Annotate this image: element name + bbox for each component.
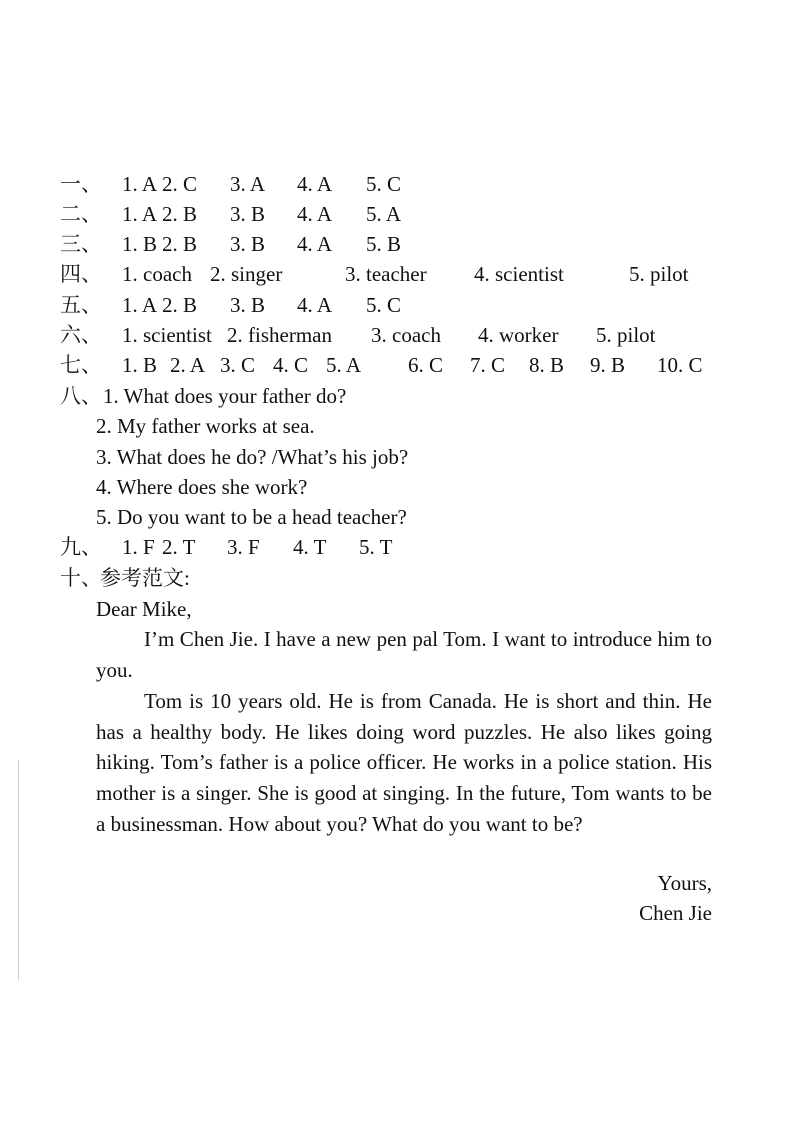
scan-edge-mark [18,760,19,980]
answer-item: 5. A [326,353,362,377]
answer-sentence: 3. What does he do? /What’s his job? [96,445,409,469]
section-number: 五、 [60,293,102,317]
section-number: 十、 [60,566,102,590]
answer-item: 1. scientist [122,323,212,347]
letter-paragraph-1: I’m Chen Jie. I have a new pen pal Tom. I want to introduce him to you. [96,627,712,682]
answer-item: 1. B [122,353,158,377]
answer-item: 3. coach [371,323,441,347]
answer-item: 4. A [297,172,333,196]
sample-essay-heading: 参考范文: [100,566,190,590]
answer-item: 2. C [162,172,198,196]
answer-item: 5. pilot [629,262,689,286]
section-number: 三、 [60,232,102,256]
answer-item: 5. B [366,232,402,256]
answer-item: 4. A [297,202,333,226]
answer-item: 3. B [230,202,266,226]
answer-item: 3. A [230,172,266,196]
section-number: 八、 [60,384,102,408]
answer-item: 5. C [366,172,402,196]
answer-item: 5. C [366,293,402,317]
answer-item: 4. scientist [474,262,564,286]
answer-item: 4. A [297,232,333,256]
section-number: 四、 [60,262,102,286]
answer-item: 1. A [122,202,158,226]
section-number: 六、 [60,323,102,347]
answer-item: 8. B [529,353,565,377]
section-number: 二、 [60,202,102,226]
answer-item: 2. B [162,232,198,256]
answer-item: 2. B [162,202,198,226]
answer-item: 4. worker [478,323,559,347]
answer-item: 7. C [470,353,506,377]
answer-item: 3. B [230,293,266,317]
answer-item: 4. C [273,353,309,377]
answer-item: 5. A [366,202,402,226]
answer-item: 4. A [297,293,333,317]
letter-signature: Chen Jie [639,901,712,925]
answer-item: 2. B [162,293,198,317]
answer-item: 1. F [122,535,155,559]
answer-sentence: 5. Do you want to be a head teacher? [96,505,407,529]
answer-item: 1. A [122,172,158,196]
answer-item: 10. C [657,353,703,377]
answer-item: 3. B [230,232,266,256]
answer-item: 5. pilot [596,323,656,347]
answer-item: 4. T [293,535,327,559]
answer-sentence: 4. Where does she work? [96,475,308,499]
section-number: 一、 [60,172,102,196]
answer-item: 1. A [122,293,158,317]
section-number: 九、 [60,535,102,559]
letter-paragraph-2: Tom is 10 years old. He is from Canada. He is short and thin. He has a healthy body. He likes doing word puzzles. He also likes going hiking. Tom’s father is a police officer. He works in a police station. His mother is a singer. She is good at singing. In the future, Tom wants to be a businessman. How about you? What do you want to be? [96,689,712,836]
answer-sentence: 2. My father works at sea. [96,414,315,438]
letter-closing: Yours, [657,871,712,895]
answer-item: 3. C [220,353,256,377]
answer-item: 1. coach [122,262,192,286]
answer-item: 3. F [227,535,260,559]
answer-item: 2. singer [210,262,283,286]
answer-item: 6. C [408,353,444,377]
answer-item: 1. B [122,232,158,256]
answer-item: 9. B [590,353,626,377]
answer-item: 2. A [170,353,206,377]
letter-greeting: Dear Mike, [96,597,192,621]
answer-sentence: 1. What does your father do? [103,384,347,408]
answer-item: 3. teacher [345,262,427,286]
answer-item: 5. T [359,535,393,559]
answer-item: 2. T [162,535,196,559]
section-number: 七、 [60,353,102,377]
answer-item: 2. fisherman [227,323,332,347]
